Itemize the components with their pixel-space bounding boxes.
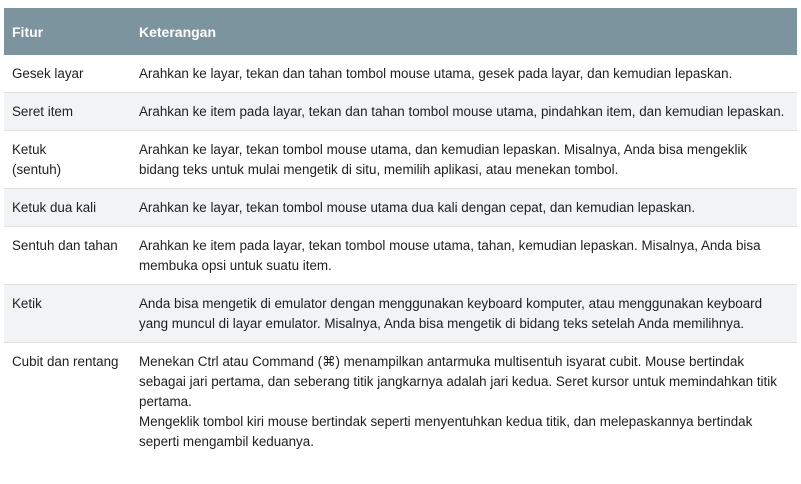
table-header-row (4, 8, 797, 55)
description-paragraph: Mengeklik tombol kiri mouse bertindak seperti menyentuhkan kedua titik, dan melepaskannya bertindak seperti mengambil keduanya. (139, 414, 753, 449)
description-paragraph: Menekan Ctrl atau Command (⌘) menampilkan antarmuka multisentuh isyarat cubit. Mouse bertindak sebagai jari pertama, dan seberang titik jangkarnya adalah jari kedua. Seret kursor untuk memindahkan titik pertama. (139, 354, 777, 409)
description-paragraph: Arahkan ke layar, tekan tombol mouse utama, dan kemudian lepaskan. Misalnya, Anda bisa mengeklik bidang teks untuk mulai mengetik di situ, memilih aplikasi, atau menekan tombol. (139, 142, 748, 177)
feature-cell: Ketuk (sentuh) (4, 131, 131, 189)
column-header-feature: Fitur (4, 8, 131, 55)
description-cell (131, 343, 797, 461)
description-cell (131, 189, 797, 227)
description-cell (131, 227, 797, 285)
table-row (4, 55, 797, 93)
feature-cell: Sentuh dan tahan (4, 227, 131, 285)
description-cell (131, 131, 797, 189)
description-cell (131, 285, 797, 343)
feature-cell: Ketuk dua kali (4, 189, 131, 227)
table-row (4, 189, 797, 227)
feature-cell: Seret item (4, 93, 131, 131)
description-cell (131, 93, 797, 131)
feature-table-container (4, 8, 797, 460)
table-row (4, 285, 797, 343)
feature-cell: Gesek layar (4, 55, 131, 93)
table-row (4, 227, 797, 285)
feature-cell: Cubit dan rentang (4, 343, 131, 461)
description-paragraph: Arahkan ke item pada layar, tekan tombol mouse utama, tahan, kemudian lepaskan. Misalnya, Anda bisa membuka opsi untuk suatu item. (139, 238, 761, 273)
table-row (4, 93, 797, 131)
table-row (4, 131, 797, 189)
feature-table (4, 8, 797, 460)
description-paragraph: Anda bisa mengetik di emulator dengan menggunakan keyboard komputer, atau menggunakan keyboard yang muncul di layar emulator. Misalnya, Anda bisa mengetik di bidang teks setelah Anda memilihnya. (139, 296, 763, 331)
description-paragraph: Arahkan ke layar, tekan tombol mouse utama dua kali dengan cepat, dan kemudian lepaskan. (139, 200, 696, 215)
description-paragraph: Arahkan ke item pada layar, tekan dan tahan tombol mouse utama, pindahkan item, dan kemudian lepaskan. (139, 104, 785, 119)
feature-cell: Ketik (4, 285, 131, 343)
description-paragraph: Arahkan ke layar, tekan dan tahan tombol mouse utama, gesek pada layar, dan kemudian lepaskan. (139, 66, 733, 81)
description-cell (131, 55, 797, 93)
table-body (4, 55, 797, 460)
table-row (4, 343, 797, 461)
column-header-description: Keterangan (131, 8, 797, 55)
